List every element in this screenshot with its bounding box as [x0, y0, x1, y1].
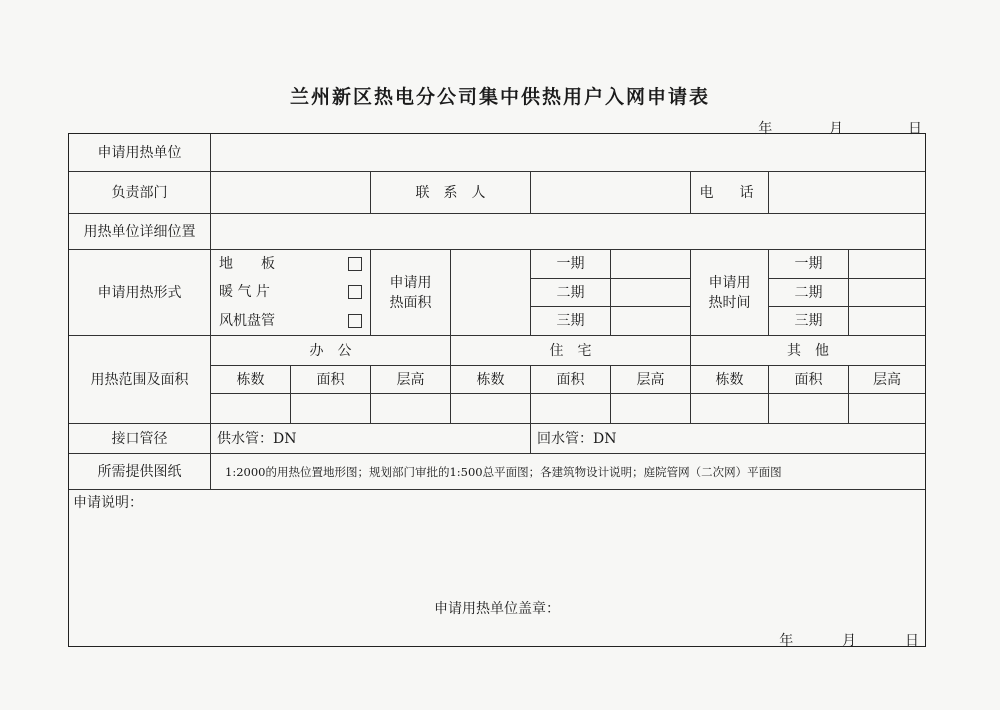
area-phase-2-input[interactable]	[611, 279, 691, 307]
time-phase-1: 一期	[769, 250, 849, 279]
res-count-input[interactable]	[451, 394, 531, 424]
date-day: 日	[908, 121, 922, 137]
footer-year: 年	[779, 633, 794, 649]
application-table	[68, 133, 926, 647]
area-label: 申请用 热面积	[371, 250, 451, 336]
area-phase-3-input[interactable]	[611, 307, 691, 336]
group-office: 办 公	[211, 336, 451, 366]
res-height-header: 层高	[611, 366, 691, 394]
contact-label: 联 系 人	[371, 172, 531, 214]
other-height-header: 层高	[849, 366, 925, 394]
time-label: 申请用 热时间	[691, 250, 769, 336]
other-height-input[interactable]	[849, 394, 925, 424]
other-area-header: 面积	[769, 366, 849, 394]
checkbox-radiator[interactable]	[348, 285, 362, 299]
unit-input[interactable]	[211, 134, 925, 172]
note-label: 申请说明：	[73, 495, 143, 511]
office-height-header: 层高	[371, 366, 451, 394]
area-input[interactable]	[451, 250, 531, 336]
group-residential: 住 宅	[451, 336, 691, 366]
dept-input[interactable]	[211, 172, 371, 214]
return-pipe[interactable]: 回水管：DN	[531, 424, 925, 454]
area-phase-1: 一期	[531, 250, 611, 279]
footer-day: 日	[905, 633, 919, 649]
office-area-input[interactable]	[291, 394, 371, 424]
date-year: 年	[758, 121, 773, 137]
dept-label: 负责部门	[69, 172, 211, 214]
scope-label: 用热范围及面积	[69, 336, 211, 424]
area-phase-1-input[interactable]	[611, 250, 691, 279]
area-phase-3: 三期	[531, 307, 611, 336]
address-label: 用热单位详细位置	[69, 214, 211, 250]
office-height-input[interactable]	[371, 394, 451, 424]
res-count-header: 栋数	[451, 366, 531, 394]
checkbox-floor[interactable]	[348, 257, 362, 271]
supply-pipe[interactable]: 供水管：DN	[211, 424, 531, 454]
option-floor[interactable]: 地 板	[211, 250, 370, 278]
unit-label: 申请用热单位	[69, 134, 211, 172]
res-area-input[interactable]	[531, 394, 611, 424]
area-phase-2: 二期	[531, 279, 611, 307]
other-area-input[interactable]	[769, 394, 849, 424]
contact-input[interactable]	[531, 172, 691, 214]
address-input[interactable]	[211, 214, 925, 250]
phone-input[interactable]	[769, 172, 925, 214]
office-count-header: 栋数	[211, 366, 291, 394]
checkbox-fancoil[interactable]	[348, 314, 362, 328]
form-label: 申请用热形式	[69, 250, 211, 336]
other-count-header: 栋数	[691, 366, 769, 394]
res-area-header: 面积	[531, 366, 611, 394]
group-other: 其 他	[691, 336, 925, 366]
other-count-input[interactable]	[691, 394, 769, 424]
date-month: 月	[829, 121, 844, 137]
footer-date	[779, 630, 919, 650]
drawings-text: 1:2000的用热位置地形图；规划部门审批的1:500总平面图；各建筑物设计说明；庭院管网（二次网）平面图	[211, 454, 925, 490]
phone-label: 电 话	[691, 172, 769, 214]
time-phase-2: 二期	[769, 279, 849, 307]
option-fancoil[interactable]: 风机盘管	[211, 307, 370, 335]
time-phase-3-input[interactable]	[849, 307, 925, 336]
form-title: 兰州新区热电分公司集中供热用户入网申请表	[289, 86, 710, 108]
option-radiator[interactable]: 暖 气 片	[211, 278, 370, 306]
time-phase-2-input[interactable]	[849, 279, 925, 307]
office-area-header: 面积	[291, 366, 371, 394]
seal-label: 申请用热单位盖章：	[434, 601, 560, 617]
form-options	[211, 250, 371, 336]
footer-month: 月	[842, 633, 857, 649]
time-phase-3: 三期	[769, 307, 849, 336]
res-height-input[interactable]	[611, 394, 691, 424]
office-count-input[interactable]	[211, 394, 291, 424]
pipe-label: 接口管径	[69, 424, 211, 454]
time-phase-1-input[interactable]	[849, 250, 925, 279]
drawings-label: 所需提供图纸	[69, 454, 211, 490]
